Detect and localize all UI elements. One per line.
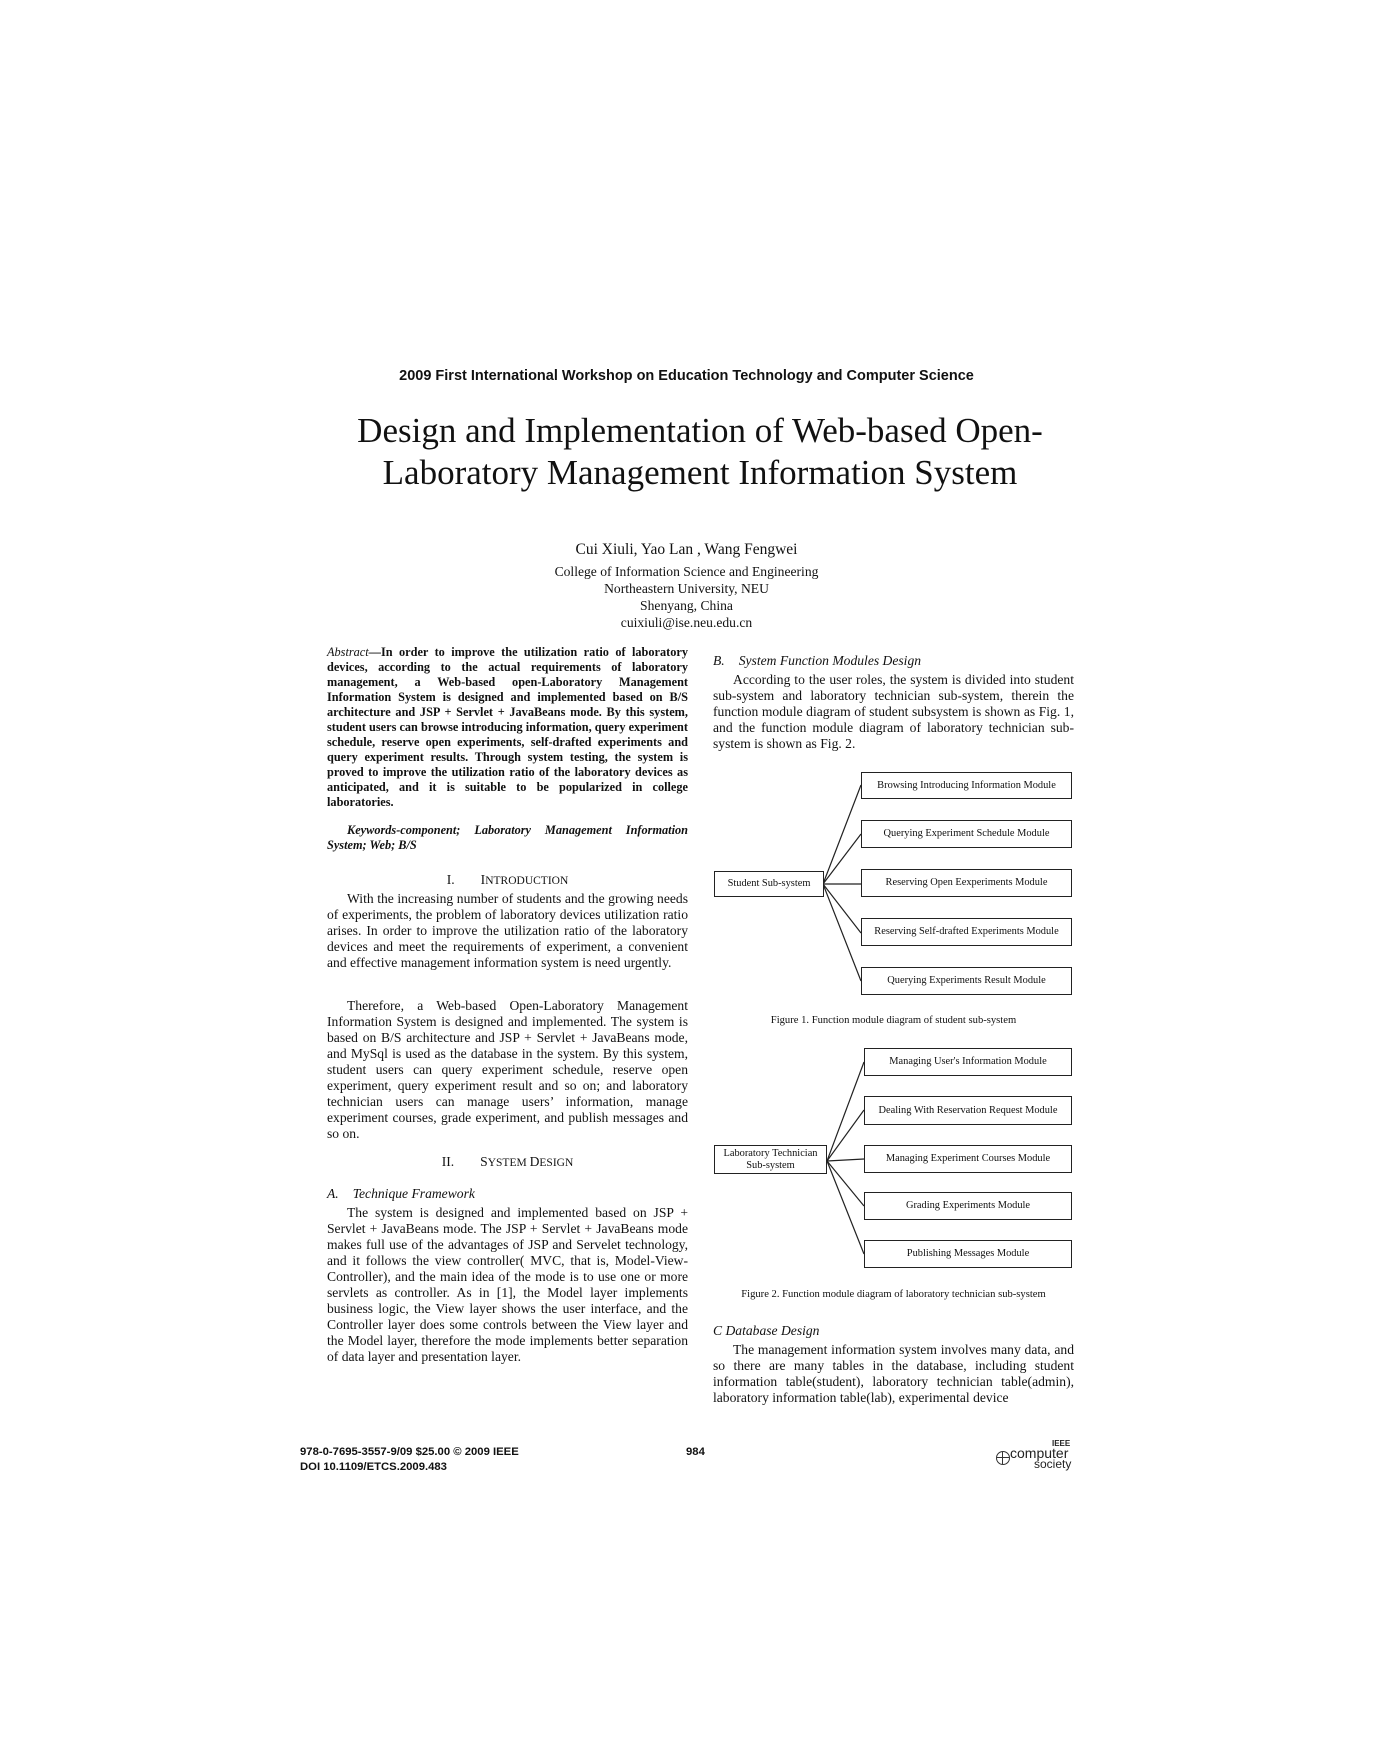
technique-framework-paragraph: The system is designed and implemented based on JSP + Servlet + JavaBeans mode. The JSP + Servlet + JavaBeans mode makes full use of the advantages of JSP and Servelet technology, and it follows the view controller( MVC, that is, Model-View-Controller), and the main idea of the mode is to use one or more servlets as controller. As in [1], the Model layer implements business logic, the View layer shows the user interface, and the Controller layer does some controls between the View layer and the Model layer, therefore the mode implements better separation of data layer and presentation layer.	[327, 1205, 688, 1364]
authors: Cui Xiuli, Yao Lan , Wang Fengwei	[575, 541, 798, 558]
subsection-heading-function-modules	[713, 653, 1074, 669]
subsection-title: System Function Modules Design	[738, 653, 922, 668]
section-heading-introduction	[327, 872, 688, 889]
figure-1	[713, 767, 1074, 1027]
intro-paragraph-2: Therefore, a Web-based Open-Laboratory Management Information System is designed and implemented. The system is based on B/S architecture and JSP + Servlet + JavaBeans mode, and MySql is used as the database in the system. By this system, student users can query experiment schedule, reserve open experiment, query experiment result and so on; and laboratory technician users can manage users’ information, manage experiment courses, grade experiment, and publish messages and so on.	[327, 998, 688, 1141]
connector-line	[827, 1161, 864, 1206]
footer-doi: DOI 10.1109/ETCS.2009.483	[300, 1461, 447, 1473]
section-initial: I	[480, 872, 486, 887]
subsection-heading-database-design: C Database Design	[713, 1323, 820, 1338]
figure-2-caption: Figure 2. Function module diagram of laboratory technician sub-system	[741, 1289, 1046, 1300]
function-modules-paragraph: According to the user roles, the system is divided into student sub-system and laboratory technician sub-system, therein the function module diagram of student subsystem is shown as Fig. 1, and the function module diagram of laboratory technician sub-system is shown as Fig. 2.	[713, 672, 1074, 751]
student-subsystem-box: Student Sub-system	[714, 871, 824, 897]
author-email: cuixiuli@ise.neu.edu.cn	[620, 615, 753, 630]
module-box: Dealing With Reservation Request Module	[864, 1096, 1072, 1125]
module-box: Publishing Messages Module	[864, 1240, 1072, 1268]
section-rest: ESIGN	[539, 1157, 574, 1169]
abstract-dash: —	[368, 645, 381, 659]
section-initial: S	[480, 1154, 488, 1169]
module-box: Managing Experiment Courses Module	[864, 1145, 1072, 1173]
affiliation-city: Shenyang, China	[640, 598, 733, 613]
connector-line	[827, 1161, 864, 1254]
page-number: 984	[686, 1446, 705, 1458]
logo-society-text: society	[1034, 1457, 1072, 1471]
figure-2	[713, 1044, 1074, 1284]
connector-line	[823, 884, 861, 981]
paper-title	[250, 410, 1150, 494]
module-box: Browsing Introducing Information Module	[861, 772, 1072, 799]
module-box: Querying Experiment Schedule Module	[861, 820, 1072, 848]
module-box: Reserving Open Eexperiments Module	[861, 869, 1072, 897]
subsection-heading-technique-framework	[327, 1186, 688, 1202]
footer-isbn: 978-0-7695-3557-9/09 $25.00 © 2009 IEEE	[300, 1446, 519, 1458]
connector-line	[827, 1110, 864, 1161]
title-line-2: Laboratory Management Information System	[382, 453, 1018, 492]
conference-header: 2009 First International Workshop on Education Technology and Computer Science	[399, 368, 974, 384]
affiliation-university: Northeastern University, NEU	[604, 581, 769, 596]
figure-1-caption: Figure 1. Function module diagram of student sub-system	[770, 1015, 1017, 1026]
connector-line	[827, 1062, 864, 1161]
section-heading-system-design	[327, 1154, 688, 1171]
affiliation-college: College of Information Science and Engineering	[554, 564, 819, 579]
database-design-paragraph: The management information system involves many data, and so there are many tables in the database, including student information table(student), laboratory technician table(admin), laboratory information table(lab), experimental device	[713, 1342, 1074, 1405]
abstract	[327, 645, 688, 810]
connector-line	[823, 785, 861, 884]
footer-left	[300, 1445, 519, 1475]
technician-box-line-2: Sub-system	[746, 1159, 795, 1171]
ieee-computer-society-logo	[996, 1439, 1096, 1473]
connector-line	[827, 1159, 864, 1161]
globe-icon	[996, 1451, 1010, 1465]
module-box: Managing User's Information Module	[864, 1048, 1072, 1076]
connector-line	[823, 834, 861, 884]
module-box: Reserving Self-drafted Experiments Module	[861, 918, 1072, 946]
intro-paragraph-1: With the increasing number of students and the growing needs of experiments, the problem of laboratory devices utilization ratio arises. In order to improve the utilization ratio of the laboratory devices and meet the requirements of experiment, a convenient and effective management information system is need urgently.	[327, 891, 688, 970]
section-rest: NTRODUCTION	[485, 875, 569, 887]
abstract-text: In order to improve the utilization ratio of laboratory devices, according to the actual requirements of laboratory management, a Web-based open-Laboratory Management Information System is designed and implemented based on B/S architecture and JSP + Servlet + JavaBeans mode. By this system, student users can browse introducing information, query experiment schedule, reserve open experiments, self-drafted experiments and query experiment results. Through system testing, the system is proved to improve the utilization ratio of the laboratory devices as anticipated, and it is suitable to be popularized in college laboratories.	[327, 645, 688, 809]
subsection-title: Technique Framework	[352, 1186, 475, 1201]
title-line-1: Design and Implementation of Web-based Open-	[357, 411, 1043, 450]
section-initial-2: D	[529, 1154, 540, 1169]
abstract-label: Abstract	[327, 645, 369, 659]
module-box: Grading Experiments Module	[864, 1192, 1072, 1220]
technician-subsystem-box	[714, 1145, 827, 1174]
logo-ieee-text: IEEE	[1052, 1439, 1071, 1448]
module-box: Querying Experiments Result Module	[861, 967, 1072, 995]
subsection-number: B.	[713, 653, 725, 668]
subsection-number: A.	[327, 1186, 339, 1201]
affiliation	[0, 563, 1373, 631]
section-number: II.	[441, 1154, 455, 1169]
connector-line	[823, 884, 861, 933]
section-number: I.	[446, 872, 455, 887]
logo-computer-text: computer	[1010, 1445, 1069, 1461]
technician-box-line-1: Laboratory Technician	[723, 1147, 818, 1159]
section-mid: YSTEM	[487, 1157, 530, 1169]
keywords: Keywords-component; Laboratory Management Information System; Web; B/S	[327, 823, 688, 852]
